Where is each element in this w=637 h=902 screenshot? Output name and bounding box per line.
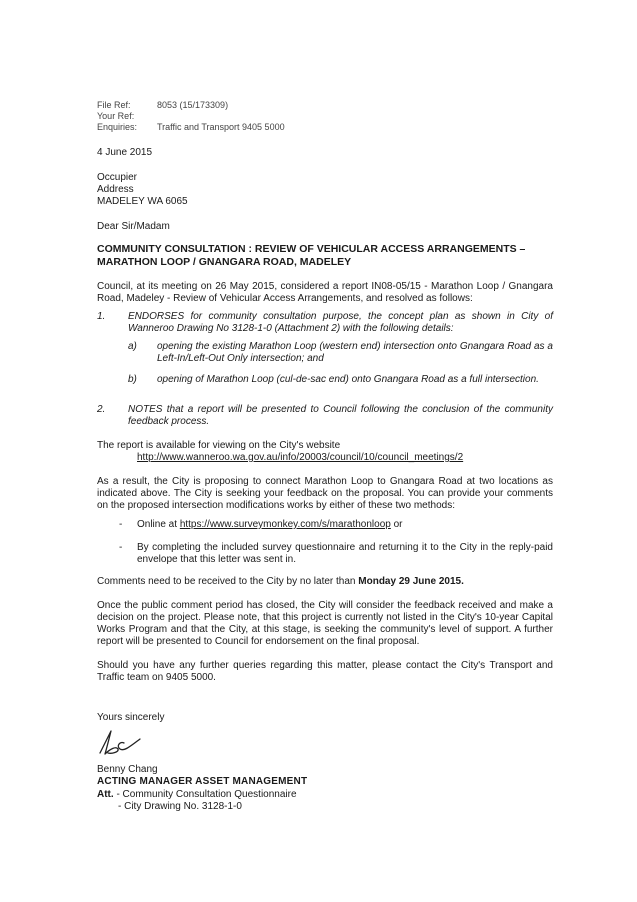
queries-paragraph: Should you have any further queries regarding this matter, please contact the City's Transport and Traffic team on 9405 5000.	[97, 660, 553, 683]
closing-paragraph: Once the public comment period has closed, the City will consider the feedback received and make a decision on the project. Please note, that this project is currently not listed in the City's 10-year Capital Works Program and that the City, at this stage, is seeking the community's level of support. A further report will be presented to Council for endorsement on the final proposal.	[97, 600, 553, 647]
attachment-1: - Community Consultation Questionnaire	[113, 789, 297, 800]
method-2-text: By completing the included survey questionnaire and returning it to the City in the reply-paid envelope that this letter was sent in.	[137, 542, 553, 565]
recipient-line-2: Address	[97, 184, 134, 195]
intro-paragraph: Council, at its meeting on 26 May 2015, considered a report IN08-05/15 - Marathon Loop / Gnangara Road, Madeley - Review of Vehicular Access Arrangements, and resolved as follows:	[97, 281, 553, 304]
attachments-label: Att.	[97, 789, 114, 800]
recipient-line-3: MADELEY WA 6065	[97, 196, 188, 207]
subject-line-2: MARATHON LOOP / GNANGARA ROAD, MADELEY	[97, 256, 352, 268]
method-1-suffix: or	[390, 519, 403, 530]
deadline-text	[97, 576, 464, 588]
letter-date: 4 June 2015	[97, 147, 153, 158]
resolution-1-text: ENDORSES for community consultation purpose, the concept plan as shown in City of Wanneroo Drawing No 3128-1-0 (Attachment 2) with the following details:	[128, 311, 553, 334]
signoff: Yours sincerely	[97, 712, 165, 723]
attachments-line-1	[97, 789, 297, 801]
signatory-name: Benny Chang	[97, 764, 158, 775]
method-1-bullet: -	[119, 519, 123, 530]
subject-line-1: COMMUNITY CONSULTATION : REVIEW OF VEHICULAR ACCESS ARRANGEMENTS –	[97, 243, 526, 255]
file-ref-value: 8053 (15/173309)	[157, 100, 229, 110]
enquiries-value: Traffic and Transport 9405 5000	[157, 122, 285, 132]
resolution-1a-letter: a)	[128, 341, 137, 352]
recipient-line-1: Occupier	[97, 172, 138, 183]
deadline-prefix: Comments need to be received to the City by no later than	[97, 576, 359, 587]
file-ref-label: File Ref:	[97, 100, 131, 110]
resolution-1b-text: opening of Marathon Loop (cul-de-sac end) onto Gnangara Road as a full intersection.	[157, 374, 539, 385]
resolution-1-number: 1.	[97, 311, 106, 322]
attachment-2: - City Drawing No. 3128-1-0	[118, 801, 242, 812]
resolution-1a-text: opening the existing Marathon Loop (western end) intersection onto Gnangara Road as a Left-In/Left-Out Only intersection; and	[157, 341, 553, 364]
survey-link[interactable]: https://www.surveymonkey.com/s/marathonloop	[179, 519, 391, 530]
deadline-date: Monday 29 June 2015.	[358, 576, 464, 587]
report-available-text: The report is available for viewing on the City's website	[97, 440, 341, 451]
your-ref-label: Your Ref:	[97, 111, 135, 121]
resolution-1b-letter: b)	[128, 374, 137, 385]
signature-image	[96, 727, 152, 757]
resolution-2-text: NOTES that a report will be presented to Council following the conclusion of the community feedback process.	[128, 404, 553, 427]
method-1-text	[137, 519, 403, 531]
method-2-bullet: -	[119, 542, 123, 553]
report-url-link[interactable]: http://www.wanneroo.wa.gov.au/info/20003/council/10/council_meetings/2	[137, 452, 464, 463]
signatory-title: ACTING MANAGER ASSET MANAGEMENT	[97, 776, 308, 787]
method-1-prefix: Online at	[137, 519, 180, 530]
proposal-paragraph: As a result, the City is proposing to connect Marathon Loop to Gnangara Road at two locations as indicated above. The City is seeking your feedback on the proposal. You can provide your comments on the proposed intersection modifications works by either of these two methods:	[97, 476, 553, 511]
salutation: Dear Sir/Madam	[97, 221, 170, 232]
enquiries-label: Enquiries:	[97, 122, 138, 132]
resolution-2-number: 2.	[97, 404, 106, 415]
